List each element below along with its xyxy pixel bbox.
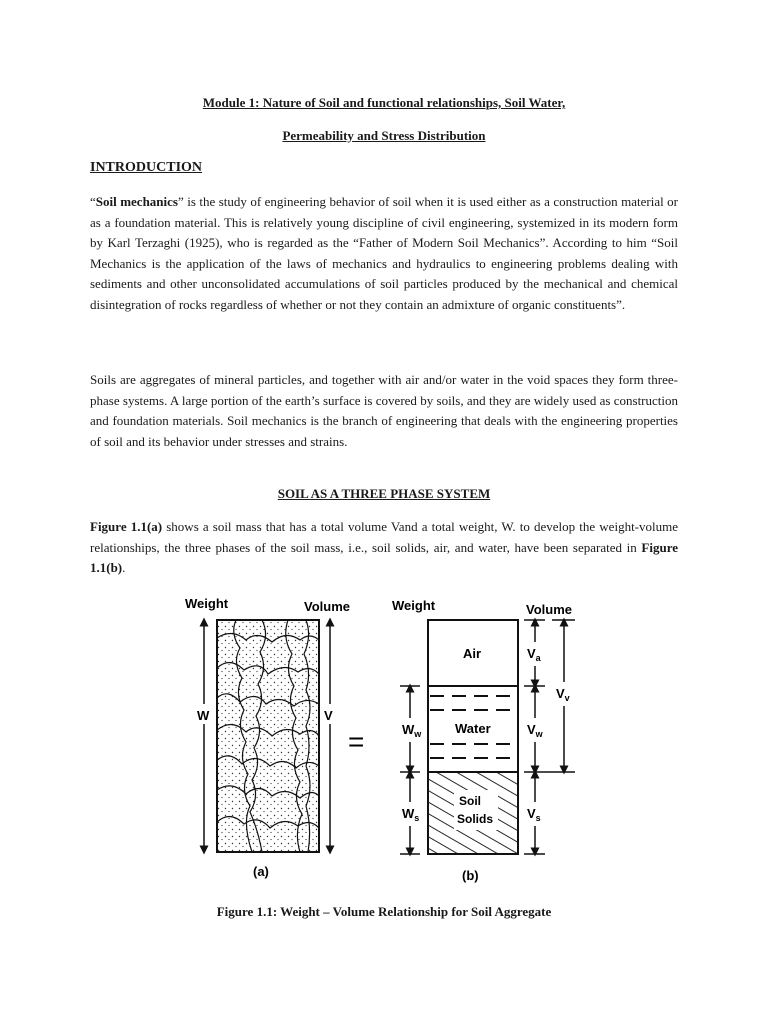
three-phase-figure (0, 590, 768, 890)
label-a-W: W (197, 708, 210, 723)
label-a-volume: Volume (304, 599, 350, 614)
quote-open: “ (90, 194, 96, 209)
figure-caption: Figure 1.1: Weight – Volume Relationship for Soil Aggregate (216, 904, 552, 919)
term-soil-mechanics: Soil mechanics (95, 194, 178, 209)
paragraph-figure-intro-text1: shows a soil mass that has a total volume Vand a total weight, W. to develop the weight-volume relationships, the three phases of the soil mass, i.e., soil solids, air, and water, have been separated in (90, 519, 678, 555)
label-b-weight: Weight (392, 598, 436, 613)
paragraph-figure-intro (90, 517, 678, 579)
figure-ref-a: Figure 1.1(a) (90, 519, 163, 534)
label-water: Water (455, 721, 491, 736)
equals-sign: = (348, 726, 365, 757)
label-b-volume: Volume (526, 602, 572, 617)
label-panel-b: (b) (462, 868, 479, 883)
label-Ww: $W_w$ (402, 722, 422, 739)
document-title-line2: Permeability and Stress Distribution (282, 128, 486, 143)
section-heading-introduction: INTRODUCTION (90, 160, 203, 175)
label-Vw: $V_w$ (527, 722, 543, 739)
label-Vs: $V_s$ (527, 806, 541, 823)
paragraph-figure-intro-text2: . (122, 560, 126, 575)
label-soil: Soil (459, 794, 482, 808)
label-solids: Solids (457, 812, 494, 826)
paragraph-soil-aggregates: Soils are aggregates of mineral particles, and together with air and/or water in the void spaces they form three-phase systems. A large portion of the earth’s surface is covered by soils, and they are widely used as construction and foundation materials. Soil mechanics is the branch of engineering that deals with the engineering properties of soil and its behavior under stresses and strains. (90, 372, 678, 449)
label-Va: $V_a$ (527, 646, 541, 663)
label-panel-a: (a) (253, 864, 269, 879)
paragraph-soil-mechanics (90, 192, 678, 315)
section-heading-three-phase: SOIL AS A THREE PHASE SYSTEM (277, 486, 491, 501)
label-a-weight: Weight (185, 596, 229, 611)
label-Vv: $V_v$ (556, 686, 570, 703)
document-title-line1: Module 1: Nature of Soil and functional relationships, Soil Water, (202, 95, 566, 110)
label-air: Air (463, 646, 482, 661)
paragraph-soil-mechanics-body: ” is the study of engineering behavior of soil when it is used either as a construction material or as a foundation material. This is relatively young discipline of civil engineering, systemized in its modern form by Karl Terzaghi (1925), who is regarded as the “Father of Modern Soil Mechanics”. According to him “Soil Mechanics is the application of the laws of mechanics and hydraulics to engineering problems dealing with sediments and other unconsolidated accumulations of soil particles produced by the mechanical and chemical disintegration of rocks regardless of whether or not they contain an admixture of organic constituents”. (90, 194, 678, 312)
figure-ref-b: Figure 1.1(b) (90, 539, 678, 575)
label-a-V: V (324, 708, 333, 723)
soil-mass-texture (217, 620, 319, 852)
label-Ws: $W_s$ (402, 806, 420, 823)
